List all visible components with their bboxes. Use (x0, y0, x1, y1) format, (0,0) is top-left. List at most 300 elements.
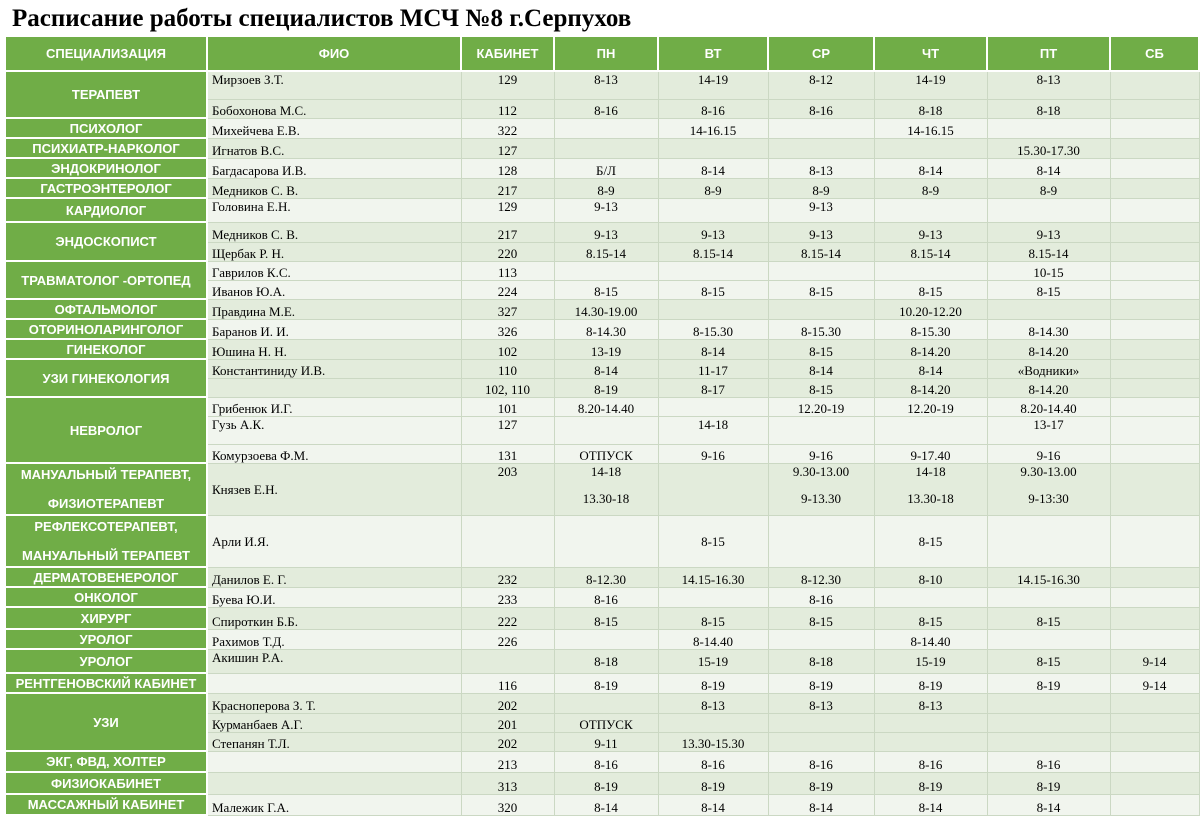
sat-cell (1110, 299, 1199, 319)
table-row (5, 673, 1199, 693)
sat-cell (1110, 378, 1199, 397)
fri-cell: 8-15 (987, 607, 1110, 629)
tue-cell: 9-13 (658, 222, 768, 242)
tue-cell: 8-15 (658, 280, 768, 299)
fri-cell: 10-15 (987, 261, 1110, 280)
sat-cell (1110, 751, 1199, 772)
mon-cell: 8-14.30 (554, 319, 658, 339)
tue-cell: 9-16 (658, 444, 768, 463)
tue-cell: 8-14 (658, 158, 768, 178)
fri-cell: 8-16 (987, 751, 1110, 772)
fio-cell: Малежик Г.А. (207, 794, 461, 815)
wed-cell: 8-13 (768, 693, 874, 713)
cabinet-cell: 202 (461, 693, 554, 713)
table-row (5, 138, 1199, 158)
tue-cell: 14-16.15 (658, 118, 768, 138)
specialization-cell: УЗИ ГИНЕКОЛОГИЯ (5, 359, 207, 397)
thu-cell: 8-18 (874, 99, 987, 118)
fio-cell: Гаврилов К.С. (207, 261, 461, 280)
fio-cell: Бобохонова М.С. (207, 99, 461, 118)
fio-cell: Курманбаев А.Г. (207, 713, 461, 732)
fri-cell: 8-19 (987, 673, 1110, 693)
tue-cell: 8.15-14 (658, 242, 768, 261)
thu-line-1: 14-18 (915, 463, 946, 479)
fio-cell (207, 751, 461, 772)
specialization-cell: ЭКГ, ФВД, ХОЛТЕР (5, 751, 207, 772)
wed-cell (768, 118, 874, 138)
thu-cell: 14-19 (874, 71, 987, 99)
fri-cell: 8-14.20 (987, 339, 1110, 359)
table-row (5, 515, 1199, 567)
tue-cell: 11-17 (658, 359, 768, 378)
fri-cell (987, 118, 1110, 138)
col-header-wed: СР (768, 36, 874, 71)
wed-cell: 8-13 (768, 158, 874, 178)
thu-cell: 9-17.40 (874, 444, 987, 463)
fri-cell: 8-13 (987, 71, 1110, 99)
tue-cell (658, 261, 768, 280)
mon-cell (554, 515, 658, 567)
sat-cell (1110, 463, 1199, 515)
col-header-specialization: СПЕЦИАЛИЗАЦИЯ (5, 36, 207, 71)
tue-cell: 8-15 (658, 607, 768, 629)
mon-cell: 8-9 (554, 178, 658, 198)
fio-cell: Баранов И. И. (207, 319, 461, 339)
fri-cell: 8-14.20 (987, 378, 1110, 397)
cabinet-cell: 224 (461, 280, 554, 299)
fio-cell: Константиниду И.В. (207, 359, 461, 378)
thu-cell (874, 587, 987, 607)
specialization-line-2: ФИЗИОТЕРАПЕВТ (47, 496, 165, 511)
mon-cell: 8-16 (554, 587, 658, 607)
mon-line-1: 14-18 (590, 463, 622, 479)
tue-cell: 13.30-15.30 (658, 732, 768, 751)
thu-cell (874, 198, 987, 222)
specialization-cell: ТРАВМАТОЛОГ -ОРТОПЕД (5, 261, 207, 299)
cabinet-cell (461, 649, 554, 673)
fri-cell: 8-15 (987, 649, 1110, 673)
wed-cell (768, 515, 874, 567)
table-row (5, 158, 1199, 178)
table-row (5, 198, 1199, 222)
fio-cell: Комурзоева Ф.М. (207, 444, 461, 463)
table-row (5, 299, 1199, 319)
table-row (5, 693, 1199, 713)
fri-cell: 8-19 (987, 772, 1110, 794)
tue-cell: 8-15.30 (658, 319, 768, 339)
fio-cell: Рахимов Т.Д. (207, 629, 461, 649)
mon-cell: 9-13 (554, 198, 658, 222)
thu-cell (874, 416, 987, 444)
thu-cell: 8-19 (874, 673, 987, 693)
specialization-cell: ФИЗИОКАБИНЕТ (5, 772, 207, 794)
fio-cell: Красноперова З. Т. (207, 693, 461, 713)
thu-cell: 8-19 (874, 772, 987, 794)
sat-cell (1110, 732, 1199, 751)
page-title: Расписание работы специалистов МСЧ №8 г.Серпухов (12, 5, 632, 32)
thu-cell: 8-14 (874, 158, 987, 178)
specialization-cell: РЕНТГЕНОВСКИЙ КАБИНЕТ (5, 673, 207, 693)
tue-cell: 14-18 (658, 416, 768, 444)
table-row (5, 359, 1199, 378)
tue-cell: 8-13 (658, 693, 768, 713)
specialization-cell: ГАСТРОЭНТЕРОЛОГ (5, 178, 207, 198)
wed-cell: 8-16 (768, 99, 874, 118)
cabinet-cell: 129 (461, 198, 554, 222)
cabinet-cell: 226 (461, 629, 554, 649)
cabinet-cell: 232 (461, 567, 554, 587)
fri-line-2: 9-13:30 (1028, 490, 1069, 506)
mon-cell (554, 138, 658, 158)
fio-cell: Князев Е.Н. (207, 463, 461, 515)
sat-cell (1110, 222, 1199, 242)
fri-cell (987, 713, 1110, 732)
wed-cell: 9-16 (768, 444, 874, 463)
fri-cell (987, 629, 1110, 649)
wed-line-2: 9-13.30 (800, 490, 842, 506)
mon-cell: ОТПУСК (554, 444, 658, 463)
mon-cell: 8-19 (554, 673, 658, 693)
fri-cell: 13-17 (987, 416, 1110, 444)
tue-cell: 8-16 (658, 751, 768, 772)
thu-cell: 8-10 (874, 567, 987, 587)
wed-cell (768, 261, 874, 280)
sat-cell (1110, 794, 1199, 815)
specialization-cell: ХИРУРГ (5, 607, 207, 629)
wed-cell: 8.15-14 (768, 242, 874, 261)
fio-cell: Спироткин Б.Б. (207, 607, 461, 629)
wed-cell: 8-14 (768, 794, 874, 815)
table-row (5, 397, 1199, 416)
wed-cell: 8-9 (768, 178, 874, 198)
mon-cell: 8-19 (554, 772, 658, 794)
cabinet-cell: 128 (461, 158, 554, 178)
wed-cell: 8-15 (768, 280, 874, 299)
wed-cell: 8-16 (768, 751, 874, 772)
mon-cell: 13-19 (554, 339, 658, 359)
mon-cell: 8.20-14.40 (554, 397, 658, 416)
cabinet-cell: 220 (461, 242, 554, 261)
sat-cell (1110, 397, 1199, 416)
fio-cell: Багдасарова И.В. (207, 158, 461, 178)
tue-cell: 8-16 (658, 99, 768, 118)
cabinet-cell: 102, 110 (461, 378, 554, 397)
wed-cell (768, 138, 874, 158)
thu-cell (874, 261, 987, 280)
cabinet-cell: 110 (461, 359, 554, 378)
specialization-cell: ЭНДОКРИНОЛОГ (5, 158, 207, 178)
table-row (5, 587, 1199, 607)
specialization-cell: ПСИХИАТР-НАРКОЛОГ (5, 138, 207, 158)
thu-cell: 8-13 (874, 693, 987, 713)
table-row (5, 649, 1199, 673)
wed-cell: 8-15.30 (768, 319, 874, 339)
mon-cell: 8-12.30 (554, 567, 658, 587)
wed-line-1: 9.30-13.00 (792, 463, 850, 479)
tue-cell: 8-19 (658, 772, 768, 794)
specialization-cell: УЗИ (5, 693, 207, 751)
table-row (5, 71, 1199, 99)
thu-cell: 15-19 (874, 649, 987, 673)
cabinet-cell: 127 (461, 416, 554, 444)
wed-cell: 8-19 (768, 673, 874, 693)
mon-cell: 8-14 (554, 359, 658, 378)
table-row (5, 772, 1199, 794)
sat-cell (1110, 359, 1199, 378)
fio-cell: Щербак Р. Н. (207, 242, 461, 261)
sat-cell (1110, 607, 1199, 629)
fri-cell (987, 732, 1110, 751)
thu-cell: 8-16 (874, 751, 987, 772)
cabinet-cell: 112 (461, 99, 554, 118)
fio-cell: Степанян Т.Л. (207, 732, 461, 751)
sat-cell (1110, 416, 1199, 444)
tue-cell (658, 397, 768, 416)
mon-cell (554, 416, 658, 444)
mon-cell: 8-16 (554, 99, 658, 118)
cabinet-cell: 131 (461, 444, 554, 463)
table-row (5, 463, 1199, 515)
specialization-cell: ОФТАЛЬМОЛОГ (5, 299, 207, 319)
sat-cell: 9-14 (1110, 673, 1199, 693)
mon-cell: 8.15-14 (554, 242, 658, 261)
wed-cell (768, 416, 874, 444)
tue-cell: 8-15 (658, 515, 768, 567)
fio-cell: Иванов Ю.А. (207, 280, 461, 299)
tue-cell: 8-14 (658, 794, 768, 815)
mon-cell: 9-11 (554, 732, 658, 751)
specialization-cell (5, 463, 207, 515)
thu-cell: 8-14.20 (874, 339, 987, 359)
mon-cell: 14.30-19.00 (554, 299, 658, 319)
fio-cell: Акишин Р.А. (207, 649, 461, 673)
fri-cell (987, 587, 1110, 607)
wed-cell (768, 463, 874, 515)
wed-cell: 12.20-19 (768, 397, 874, 416)
thu-cell: 8-15 (874, 607, 987, 629)
cabinet-cell: 217 (461, 222, 554, 242)
mon-cell: 9-13 (554, 222, 658, 242)
fri-cell: 8-14 (987, 158, 1110, 178)
mon-cell (554, 118, 658, 138)
specialization-cell: ГИНЕКОЛОГ (5, 339, 207, 359)
wed-cell: 8-15 (768, 378, 874, 397)
thu-cell (874, 138, 987, 158)
fio-cell (207, 772, 461, 794)
wed-cell: 9-13 (768, 222, 874, 242)
sat-cell (1110, 319, 1199, 339)
wed-cell: 9-13 (768, 198, 874, 222)
schedule-table (4, 35, 1200, 816)
thu-cell: 8.15-14 (874, 242, 987, 261)
fri-cell: 8.20-14.40 (987, 397, 1110, 416)
tue-cell: 8-19 (658, 673, 768, 693)
wed-cell: 8-15 (768, 339, 874, 359)
thu-cell: 8-14.40 (874, 629, 987, 649)
thu-cell (874, 732, 987, 751)
sat-cell (1110, 567, 1199, 587)
wed-cell (768, 299, 874, 319)
sat-cell (1110, 772, 1199, 794)
cabinet-cell: 322 (461, 118, 554, 138)
table-row (5, 629, 1199, 649)
tue-cell: 14.15-16.30 (658, 567, 768, 587)
sat-cell (1110, 587, 1199, 607)
cabinet-cell: 113 (461, 261, 554, 280)
fio-cell: Грибенюк И.Г. (207, 397, 461, 416)
sat-cell (1110, 713, 1199, 732)
tue-cell: 14-19 (658, 71, 768, 99)
mon-cell (554, 693, 658, 713)
tue-cell (658, 587, 768, 607)
cabinet-cell: 202 (461, 732, 554, 751)
fio-cell (207, 378, 461, 397)
thu-cell (874, 713, 987, 732)
col-header-tue: ВТ (658, 36, 768, 71)
sat-cell (1110, 515, 1199, 567)
specialization-cell: ЭНДОСКОПИСТ (5, 222, 207, 261)
mon-cell: ОТПУСК (554, 713, 658, 732)
fri-cell (987, 198, 1110, 222)
thu-cell (874, 463, 987, 515)
fio-cell: Буева Ю.И. (207, 587, 461, 607)
sat-cell: 9-14 (1110, 649, 1199, 673)
fio-cell: Мирзоев З.Т. (207, 71, 461, 99)
cabinet-cell: 102 (461, 339, 554, 359)
fio-cell: Медников С. В. (207, 178, 461, 198)
cabinet-cell: 203 (461, 463, 554, 515)
mon-cell: Б/Л (554, 158, 658, 178)
tue-cell (658, 138, 768, 158)
mon-cell (554, 261, 658, 280)
cabinet-cell: 116 (461, 673, 554, 693)
cabinet-cell: 320 (461, 794, 554, 815)
fri-line-1: 9.30-13.00 (1020, 463, 1077, 479)
table-row (5, 118, 1199, 138)
tue-cell (658, 299, 768, 319)
fri-cell (987, 299, 1110, 319)
cabinet-cell: 233 (461, 587, 554, 607)
table-row (5, 567, 1199, 587)
thu-cell: 8-14.20 (874, 378, 987, 397)
wed-cell: 8-15 (768, 607, 874, 629)
tue-cell: 8-9 (658, 178, 768, 198)
mon-cell (554, 629, 658, 649)
tue-cell: 8-14.40 (658, 629, 768, 649)
col-header-cabinet: КАБИНЕТ (461, 36, 554, 71)
thu-cell: 8-15 (874, 280, 987, 299)
fri-cell: 15.30-17.30 (987, 138, 1110, 158)
sat-cell (1110, 71, 1199, 99)
specialization-line-1: РЕФЛЕКСОТЕРАПЕВТ, (34, 519, 178, 534)
thu-line-2: 13.30-18 (907, 490, 954, 506)
tue-cell: 15-19 (658, 649, 768, 673)
fio-cell: Правдина М.Е. (207, 299, 461, 319)
fio-cell: Данилов Е. Г. (207, 567, 461, 587)
specialization-cell: НЕВРОЛОГ (5, 397, 207, 463)
fio-cell (207, 673, 461, 693)
specialization-cell: УРОЛОГ (5, 649, 207, 673)
sat-cell (1110, 444, 1199, 463)
fri-cell: 8.15-14 (987, 242, 1110, 261)
wed-cell (768, 713, 874, 732)
table-row (5, 794, 1199, 815)
wed-cell: 8-19 (768, 772, 874, 794)
wed-cell: 8-12.30 (768, 567, 874, 587)
cabinet-cell: 127 (461, 138, 554, 158)
mon-cell: 8-15 (554, 280, 658, 299)
fio-cell: Головина Е.Н. (207, 198, 461, 222)
fri-cell: 9-16 (987, 444, 1110, 463)
wed-cell: 8-12 (768, 71, 874, 99)
table-row (5, 319, 1199, 339)
specialization-cell: ОТОРИНОЛАРИНГОЛОГ (5, 319, 207, 339)
table-row (5, 178, 1199, 198)
thu-cell: 8-15 (874, 515, 987, 567)
cabinet-cell (461, 515, 554, 567)
thu-cell: 10.20-12.20 (874, 299, 987, 319)
fio-cell: Юшина Н. Н. (207, 339, 461, 359)
specialization-line-2: МАНУАЛЬНЫЙ ТЕРАПЕВТ (21, 548, 190, 563)
wed-cell (768, 732, 874, 751)
thu-cell: 8-15.30 (874, 319, 987, 339)
specialization-cell: ПСИХОЛОГ (5, 118, 207, 138)
sat-cell (1110, 138, 1199, 158)
fio-cell: Михейчева Е.В. (207, 118, 461, 138)
mon-cell: 8-15 (554, 607, 658, 629)
cabinet-cell: 129 (461, 71, 554, 99)
cabinet-cell: 327 (461, 299, 554, 319)
mon-cell: 8-14 (554, 794, 658, 815)
fri-cell: 8-14 (987, 794, 1110, 815)
fio-cell: Игнатов В.С. (207, 138, 461, 158)
specialization-line-1: МАНУАЛЬНЫЙ ТЕРАПЕВТ, (20, 467, 192, 482)
thu-cell: 9-13 (874, 222, 987, 242)
sat-cell (1110, 693, 1199, 713)
fri-cell: «Водники» (987, 359, 1110, 378)
specialization-cell (5, 515, 207, 567)
fri-cell (987, 463, 1110, 515)
mon-cell: 8-16 (554, 751, 658, 772)
thu-cell: 12.20-19 (874, 397, 987, 416)
wed-cell: 8-18 (768, 649, 874, 673)
mon-cell: 8-13 (554, 71, 658, 99)
header-row (5, 36, 1199, 71)
fio-cell: Арли И.Я. (207, 515, 461, 567)
sat-cell (1110, 99, 1199, 118)
fri-cell: 8-15 (987, 280, 1110, 299)
table-row (5, 607, 1199, 629)
mon-cell: 8-19 (554, 378, 658, 397)
table-row (5, 751, 1199, 772)
table-row (5, 339, 1199, 359)
fri-cell: 8-18 (987, 99, 1110, 118)
cabinet-cell: 313 (461, 772, 554, 794)
mon-line-2: 13.30-18 (582, 490, 630, 506)
table-row (5, 222, 1199, 242)
specialization-cell: ТЕРАПЕВТ (5, 71, 207, 118)
cabinet-cell: 213 (461, 751, 554, 772)
mon-cell: 8-18 (554, 649, 658, 673)
thu-cell: 14-16.15 (874, 118, 987, 138)
table-row (5, 261, 1199, 280)
specialization-cell: МАССАЖНЫЙ КАБИНЕТ (5, 794, 207, 815)
thu-cell: 8-9 (874, 178, 987, 198)
tue-cell (658, 463, 768, 515)
col-header-fio: ФИО (207, 36, 461, 71)
wed-cell (768, 629, 874, 649)
thu-cell: 8-14 (874, 359, 987, 378)
